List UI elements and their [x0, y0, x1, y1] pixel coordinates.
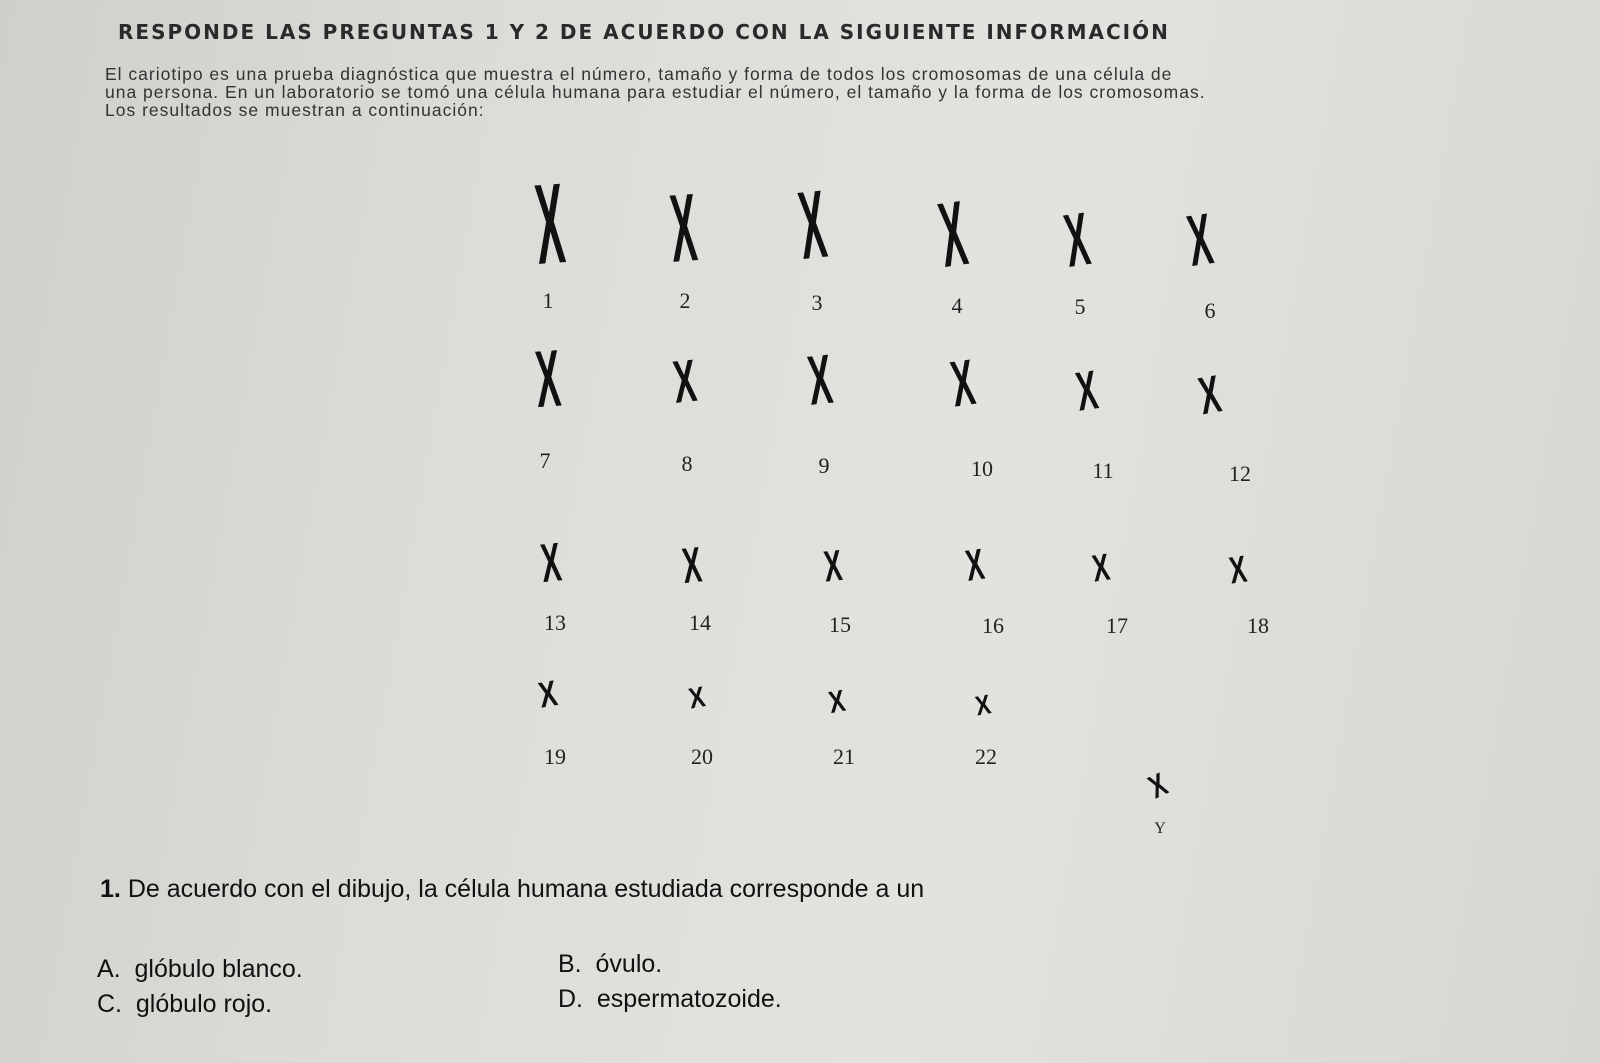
chromosome-8-icon: X	[670, 348, 700, 417]
chromosome-15-icon: X	[821, 542, 845, 592]
intro-line: una persona. En un laboratorio se tomó una célula humana para estudiar el número, el tamaño y la forma de los cromosomas.	[105, 82, 1206, 102]
chromosome-label: 16	[982, 613, 1004, 638]
chromosome-18-icon: X	[1226, 546, 1250, 592]
chromosome-label: 15	[829, 612, 851, 637]
chromosome-label: 14	[689, 610, 711, 635]
option-text: glóbulo blanco.	[134, 955, 303, 983]
question-text: De acuerdo con el dibujo, la célula humana estudiada corresponde a un	[127, 875, 925, 903]
chromosome-label: 7	[539, 448, 551, 473]
intro-line: Los resultados se muestran a continuación:	[105, 100, 485, 120]
chromosome-label: 6	[1204, 298, 1216, 323]
option-letter: D.	[558, 985, 583, 1013]
chromosome-label: 12	[1229, 461, 1251, 486]
chromosome-20-icon: X	[686, 680, 708, 716]
option-text: glóbulo rojo.	[135, 990, 273, 1018]
chromosome-label: 2	[679, 288, 691, 313]
chromosome-label: 9	[818, 453, 830, 478]
chromosome-14-icon: X	[679, 537, 705, 595]
chromosome-label: 8	[681, 451, 693, 476]
option-c[interactable]	[97, 990, 272, 1019]
chromosome-17-icon: X	[1089, 544, 1113, 590]
question-number: 1.	[100, 875, 121, 903]
chromosome-22-icon: X	[972, 688, 994, 722]
chromosome-label: 19	[544, 744, 566, 769]
option-d[interactable]	[558, 985, 782, 1014]
chromosome-19-icon: X	[535, 673, 561, 717]
chromosome-label: 13	[544, 610, 566, 635]
chromosome-7-icon: X	[532, 334, 564, 426]
chromosome-label: 10	[971, 456, 993, 481]
chromosome-16-icon: X	[962, 540, 988, 592]
chromosome-4-icon: X	[933, 182, 973, 288]
chromosome-label: 22	[975, 744, 997, 769]
option-a[interactable]	[97, 955, 303, 984]
chromosome-6-icon: X	[1182, 198, 1218, 282]
chromosome-label: 21	[833, 744, 855, 769]
chromosome-3-icon: X	[793, 168, 831, 280]
chromosome-label: 17	[1106, 613, 1128, 638]
intro-line: El cariotipo es una prueba diagnóstica que muestra el número, tamaño y forma de todos los cromosomas de una célula de	[105, 64, 1173, 84]
chromosome-label: 11	[1092, 458, 1114, 483]
chromosome-2-icon: X	[666, 172, 700, 283]
intro-paragraph	[105, 65, 1575, 119]
chromosome-13-icon: X	[537, 530, 564, 594]
chromosome-label: 1	[542, 288, 554, 313]
chromosome-y-icon: X	[1143, 766, 1173, 806]
chromosome-21-icon: X	[826, 683, 848, 721]
option-b[interactable]	[558, 950, 662, 979]
chromosome-label: Y	[1154, 820, 1166, 837]
chromosome-5-icon: X	[1059, 196, 1095, 284]
option-text: óvulo.	[595, 950, 663, 978]
section-heading: RESPONDE LAS PREGUNTAS 1 Y 2 DE ACUERDO CON LA SIGUIENTE INFORMACIÓN	[118, 20, 1170, 44]
question-1	[100, 875, 924, 904]
chromosome-9-icon: X	[804, 339, 836, 421]
option-text: espermatozoide.	[596, 985, 782, 1013]
option-letter: B.	[558, 950, 582, 978]
chromosome-label: 20	[691, 744, 713, 769]
option-letter: C.	[97, 990, 122, 1018]
chromosome-label: 18	[1247, 613, 1269, 638]
chromosome-1-icon: X	[531, 159, 569, 289]
option-letter: A.	[97, 955, 121, 983]
chromosome-10-icon: X	[946, 347, 979, 422]
chromosome-label: 4	[951, 293, 963, 318]
chromosome-12-icon: X	[1194, 364, 1226, 427]
chromosome-label: 5	[1074, 294, 1086, 319]
chromosome-label: 3	[811, 290, 823, 315]
chromosome-11-icon: X	[1072, 359, 1102, 424]
